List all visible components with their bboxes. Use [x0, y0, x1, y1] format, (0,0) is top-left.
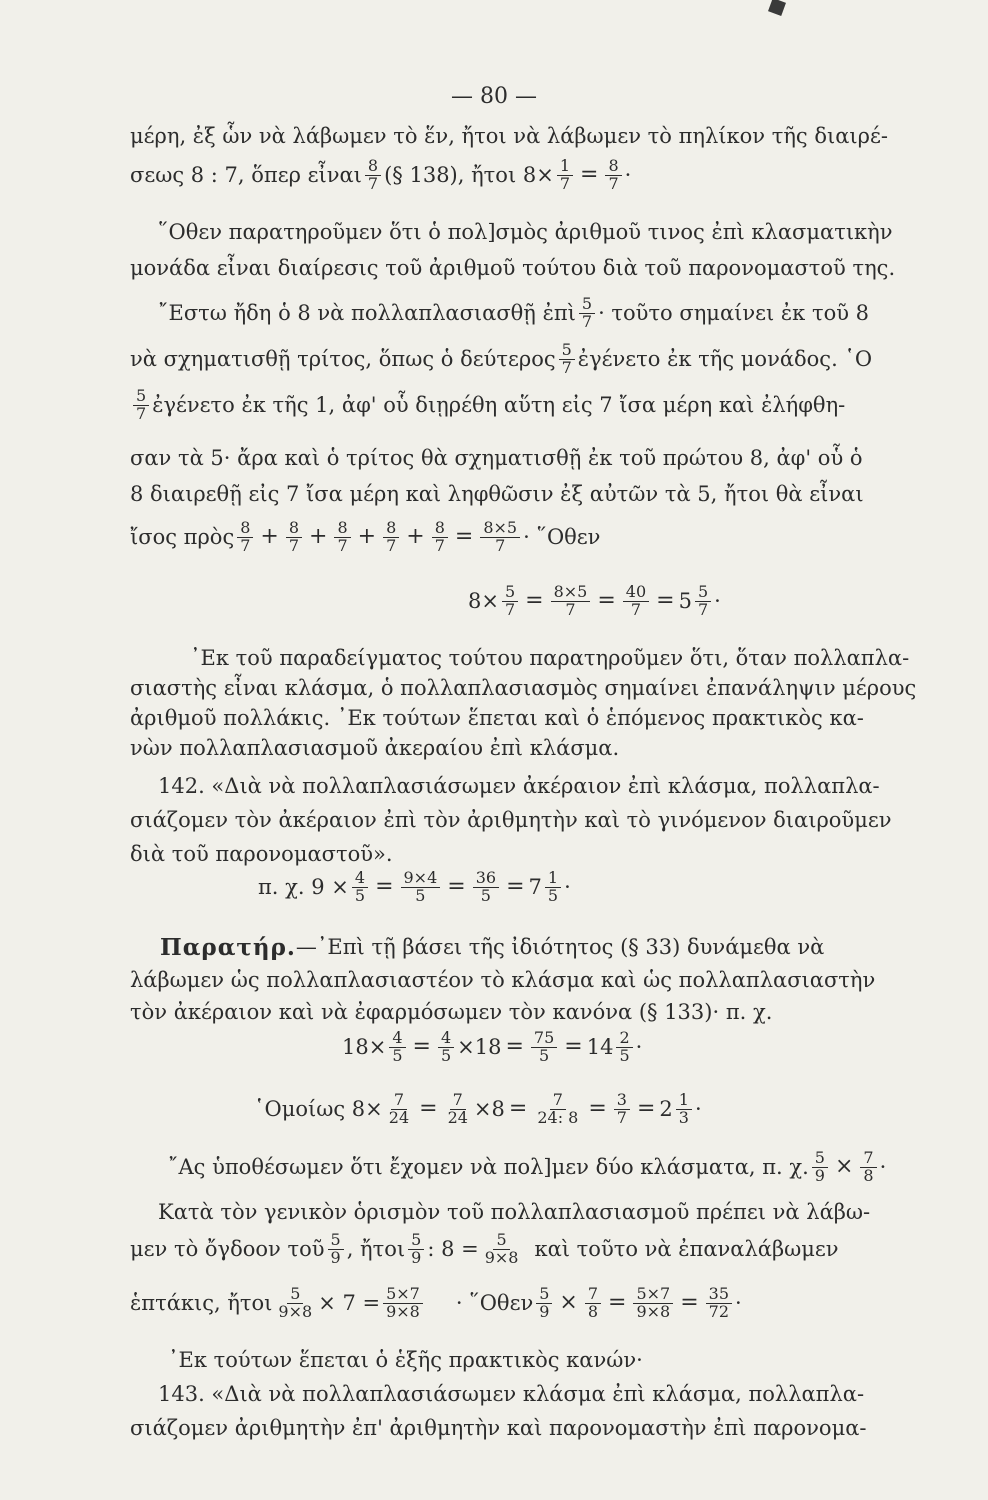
- den: 7: [561, 357, 572, 377]
- text-line: σαν τὰ 5· ἄρα καὶ ὁ τρίτος θὰ σχηματισθῇ ἐκ τοῦ πρώτου 8, ἀφ' οὗ ὁ: [130, 446, 863, 470]
- num: 8: [334, 520, 350, 538]
- num: 8: [365, 158, 381, 176]
- fraction: [401, 870, 441, 905]
- text-line: ᾿Εκ τοῦ παραδείγματος τούτου παρατηροῦμεν ὅτι, ὅταν πολλαπλα-: [190, 646, 910, 670]
- text: · ῞Οθεν: [523, 524, 601, 549]
- text-line: 142. «Διὰ νὰ πολλαπλασιάσωμεν ἀκέραιον ἐπὶ κλάσμα, πολλαπλα-: [158, 774, 880, 798]
- op: =: [608, 1290, 627, 1316]
- text-line: μονάδα εἶναι διαίρεσις τοῦ ἀριθμοῦ τούτου διὰ τοῦ παρονομαστοῦ της.: [130, 256, 896, 280]
- num: 5: [812, 1150, 828, 1168]
- fraction: [473, 870, 499, 905]
- text-line: ᾿Εκ τούτων ἕπεται ὁ ἑξῆς πρακτικὸς κανών·: [168, 1348, 643, 1372]
- text: : 8 =: [427, 1236, 479, 1261]
- text-line: μέρη, ἐξ ὧν νὰ λάβωμεν τὸ ἕν, ἤτοι νὰ λάβωμεν τὸ πηλίκον τῆς διαιρέ-: [130, 124, 888, 148]
- num: 7: [391, 1092, 407, 1110]
- den: 24: [447, 1107, 468, 1127]
- text-line: [168, 1150, 886, 1185]
- den: 3: [678, 1107, 689, 1127]
- op: ·: [624, 162, 632, 187]
- fraction: [534, 1092, 581, 1127]
- num: 8×: [468, 588, 499, 613]
- den: 7: [581, 311, 593, 331]
- den: 7: [386, 535, 397, 555]
- fraction: [352, 870, 368, 905]
- den: 72: [708, 1301, 730, 1321]
- text: ἑπτάκις, ἤτοι: [130, 1290, 273, 1315]
- op: =: [525, 588, 544, 614]
- section-label: Παρατήρ.: [160, 934, 296, 961]
- op: =: [454, 524, 474, 550]
- num: 4: [438, 1030, 454, 1048]
- den: 5: [547, 885, 559, 905]
- fraction: [860, 1150, 876, 1185]
- num: 5: [536, 1286, 552, 1304]
- num: 4: [352, 870, 368, 888]
- num: 36: [473, 870, 499, 888]
- den: 9: [330, 1247, 341, 1267]
- text-line: [130, 1286, 742, 1321]
- den: 9×8: [636, 1301, 671, 1321]
- op: =: [680, 1290, 699, 1316]
- text-line: [130, 342, 872, 377]
- op: =: [447, 874, 466, 900]
- fraction: [133, 388, 149, 423]
- op: =: [375, 874, 394, 900]
- den: 7: [288, 535, 300, 555]
- text: 18×: [342, 1034, 387, 1059]
- text-line: [130, 520, 600, 555]
- fraction: [623, 584, 649, 619]
- num: 5: [408, 1232, 424, 1250]
- den: 7: [559, 173, 570, 193]
- op: =: [412, 1034, 431, 1060]
- text-line: [160, 936, 824, 959]
- den: 7: [337, 535, 348, 555]
- op: =: [508, 1096, 528, 1122]
- den: 5: [480, 885, 491, 905]
- num: 5: [559, 342, 575, 360]
- num: 2: [659, 1096, 673, 1121]
- num: ×8: [473, 1096, 505, 1121]
- text: νὰ σχηματισθῇ τρίτος, ὅπως ὁ δεύτερος: [130, 346, 556, 371]
- op: =: [505, 1034, 524, 1060]
- den: 5: [392, 1045, 403, 1065]
- den: 7: [565, 599, 576, 619]
- num: 8: [432, 520, 448, 538]
- den: 7: [697, 599, 709, 619]
- den: 9: [411, 1247, 422, 1267]
- op: ·: [735, 1290, 742, 1315]
- num: 1: [557, 158, 573, 176]
- op: +: [260, 524, 279, 550]
- num: 5×7: [383, 1286, 423, 1304]
- op: ·: [564, 874, 571, 899]
- equation: [342, 1030, 642, 1065]
- den: 8: [587, 1301, 599, 1321]
- num: 5: [695, 584, 711, 602]
- text-line: σιάζομεν ἀριθμητὴν ἐπ' ἀριθμητὴν καὶ παρονομαστὴν ἐπὶ παρονομα-: [130, 1416, 867, 1440]
- den: 9: [539, 1301, 550, 1321]
- den: 7: [240, 535, 251, 555]
- fraction: [383, 1286, 423, 1321]
- fraction: [531, 1030, 557, 1065]
- den: 5: [354, 885, 366, 905]
- text: · ῞Οθεν: [455, 1290, 534, 1315]
- fraction: [579, 296, 595, 331]
- text: ἴσος πρὸς: [130, 524, 235, 549]
- den: 24: [388, 1107, 410, 1127]
- den: 5: [619, 1045, 630, 1065]
- num: 8: [605, 158, 621, 176]
- fraction: [695, 584, 711, 619]
- num: 4: [389, 1030, 405, 1048]
- op: +: [406, 524, 425, 550]
- fraction: [383, 520, 399, 555]
- op: =: [588, 1096, 607, 1122]
- fraction: [559, 342, 575, 377]
- fraction: [706, 1286, 732, 1321]
- text-line: νὼν πολλαπλασιασμοῦ ἀκεραίου ἐπὶ κλάσμα.: [130, 736, 620, 760]
- fraction: [389, 1030, 405, 1065]
- fraction: [812, 1150, 828, 1185]
- den: 5: [538, 1045, 550, 1065]
- num: 7: [450, 1092, 466, 1110]
- num: 8×5: [480, 520, 520, 538]
- fraction: [286, 520, 302, 555]
- num: 5: [678, 588, 692, 613]
- fraction: [365, 158, 381, 193]
- num: 7: [860, 1150, 876, 1168]
- fraction: [551, 584, 591, 619]
- den: 7: [504, 599, 516, 619]
- text: ἐγένετο ἐκ τῆς 1, ἀφ' οὗ διῃρέθη αὕτη εἰς 7 ἴσα μέρη καὶ ἐλήφθη-: [152, 392, 846, 417]
- op: ×: [559, 1290, 578, 1316]
- den: 8: [863, 1165, 874, 1185]
- text-line: Κατὰ τὸν γενικὸν ὁρισμὸν τοῦ πολλαπλασιασμοῦ πρέπει νὰ λάβω-: [158, 1200, 871, 1224]
- page-number: — 80 —: [451, 84, 537, 109]
- fraction: [237, 520, 253, 555]
- num: 14: [586, 1034, 614, 1059]
- op: =: [506, 874, 525, 900]
- num: 5: [579, 296, 595, 314]
- num: 7: [585, 1286, 601, 1304]
- num: 5: [287, 1286, 303, 1304]
- fraction: [328, 1232, 344, 1267]
- equation: [254, 1092, 702, 1127]
- text-line: τὸν ἀκέραιον καὶ νὰ ἐφαρμόσωμεν τὸν κανόνα (§ 133)· π. χ.: [130, 1000, 773, 1024]
- den: 5: [415, 885, 426, 905]
- fraction: [386, 1092, 412, 1127]
- fraction: [334, 520, 350, 555]
- op: =: [564, 1034, 583, 1060]
- num: 8×5: [551, 584, 591, 602]
- num: 1: [676, 1092, 692, 1110]
- num: 3: [614, 1092, 630, 1110]
- den: 9×8: [484, 1247, 519, 1267]
- text-line: λάβωμεν ὡς πολλαπλασιαστέον τὸ κλάσμα καὶ ὡς πολλαπλασιαστὴν: [130, 968, 876, 992]
- text: σεως 8 : 7, ὅπερ εἶναι: [130, 162, 362, 187]
- op: +: [309, 524, 328, 550]
- fraction: [536, 1286, 552, 1321]
- op: =: [636, 1096, 656, 1122]
- num: 1: [545, 870, 561, 888]
- op: =: [597, 588, 616, 614]
- ink-mark: [768, 0, 786, 16]
- text-line: [130, 388, 845, 423]
- fraction: [633, 1286, 673, 1321]
- den: 9: [814, 1165, 825, 1185]
- fraction: [502, 584, 518, 619]
- fraction: [408, 1232, 424, 1267]
- num: 5×7: [633, 1286, 673, 1304]
- num: 5: [493, 1232, 509, 1250]
- text: , ἤτοι: [346, 1236, 406, 1261]
- fraction: [482, 1232, 522, 1267]
- text: × 7 =: [318, 1290, 381, 1315]
- text: ῎Ας ὑποθέσωμεν ὅτι ἔχομεν νὰ πολ]μεν δύο κλάσματα, π. χ.: [168, 1154, 809, 1179]
- text: ῾Ομοίως 8×: [254, 1096, 383, 1121]
- text-line: 143. «Διὰ νὰ πολλαπλασιάσωμεν κλάσμα ἐπὶ κλάσμα, πολλαπλα-: [158, 1382, 865, 1406]
- text-line: [130, 158, 631, 193]
- op: =: [656, 588, 675, 614]
- den: 7: [367, 173, 379, 193]
- num: 8: [383, 520, 399, 538]
- equation: [258, 870, 571, 905]
- text: ἐγένετο ἐκ τῆς μονάδος. ῾Ο: [577, 346, 873, 371]
- fraction: [557, 158, 573, 193]
- num: 35: [706, 1286, 732, 1304]
- num: 8: [286, 520, 302, 538]
- op: ·: [879, 1154, 887, 1179]
- num: 7: [550, 1092, 566, 1110]
- fraction: [275, 1286, 315, 1321]
- num: 5: [133, 388, 149, 406]
- fraction: [676, 1092, 692, 1127]
- text-line: [130, 1232, 839, 1267]
- den: 7: [434, 535, 445, 555]
- num: ×18: [457, 1034, 502, 1059]
- den: 9×8: [278, 1301, 313, 1321]
- num: 40: [623, 584, 649, 602]
- text-line: 8 διαιρεθῇ εἰς 7 ἴσα μέρη καὶ ληφθῶσιν ἐξ αὐτῶν τὰ 5, ἤτοι θὰ εἶναι: [130, 482, 864, 506]
- text-line: διὰ τοῦ παρονομαστοῦ».: [130, 842, 393, 866]
- fraction: [480, 520, 520, 555]
- num: 8: [237, 520, 253, 538]
- den: 5: [440, 1045, 452, 1065]
- fraction: [445, 1092, 471, 1127]
- text-line: σιάζομεν τὸν ἀκέραιον ἐπὶ τὸν ἀριθμητὴν καὶ τὸ γινόμενον διαιροῦμεν: [130, 808, 892, 832]
- fraction: [616, 1030, 632, 1065]
- fraction: [545, 870, 561, 905]
- text-line: [158, 296, 869, 331]
- text: π. χ. 9 ×: [258, 874, 349, 899]
- text: (§ 138), ἤτοι 8×: [384, 162, 554, 187]
- fraction: [432, 520, 448, 555]
- den: 7: [608, 173, 619, 193]
- text-line: ῞Οθεν παρατηροῦμεν ὅτι ὁ πολ]σμὸς ἀριθμοῦ τινος ἐπὶ κλασματικὴν: [158, 220, 893, 244]
- op: +: [357, 524, 377, 550]
- text-line: σιαστὴς εἶναι κλάσμα, ὁ πολλαπλασιασμὸς σημαίνει ἐπανάληψιν μέρους: [130, 676, 917, 700]
- fraction: [585, 1286, 601, 1321]
- num: 2: [616, 1030, 632, 1048]
- op: ·: [635, 1034, 643, 1059]
- op: =: [580, 162, 599, 188]
- text: · τοῦτο σημαίνει ἐκ τοῦ 8: [598, 300, 870, 325]
- num: 5: [328, 1232, 344, 1250]
- equation: [468, 584, 721, 619]
- fraction: [438, 1030, 454, 1065]
- op: ×: [834, 1154, 854, 1180]
- op: ·: [694, 1096, 702, 1121]
- text: ῎Εστω ἤδη ὁ 8 νὰ πολλαπλασιασθῇ ἐπὶ: [158, 300, 576, 325]
- text: —᾿Επὶ τῇ βάσει τῆς ἰδιότητος (§ 33) δυνάμεθα νὰ: [295, 935, 825, 959]
- den: 7: [630, 599, 642, 619]
- num: 5: [502, 584, 518, 602]
- den: 7: [495, 535, 506, 555]
- fraction: [614, 1092, 630, 1127]
- den: 9×8: [386, 1301, 420, 1321]
- text-line: ἀριθμοῦ πολλάκις. ᾿Εκ τούτων ἕπεται καὶ ὁ ἑπόμενος πρακτικὸς κα-: [130, 706, 864, 730]
- fraction: [605, 158, 621, 193]
- text: μεν τὸ ὄγδοον τοῦ: [130, 1236, 325, 1261]
- num: 9×4: [401, 870, 441, 888]
- den: 7: [136, 403, 147, 423]
- den: 24: 8: [537, 1107, 579, 1127]
- op: ·: [714, 588, 721, 613]
- text: καὶ τοῦτο νὰ ἐπαναλάβωμεν: [534, 1236, 839, 1261]
- op: =: [419, 1096, 438, 1122]
- num: 75: [531, 1030, 557, 1048]
- den: 7: [616, 1107, 627, 1127]
- num: 7: [528, 874, 542, 899]
